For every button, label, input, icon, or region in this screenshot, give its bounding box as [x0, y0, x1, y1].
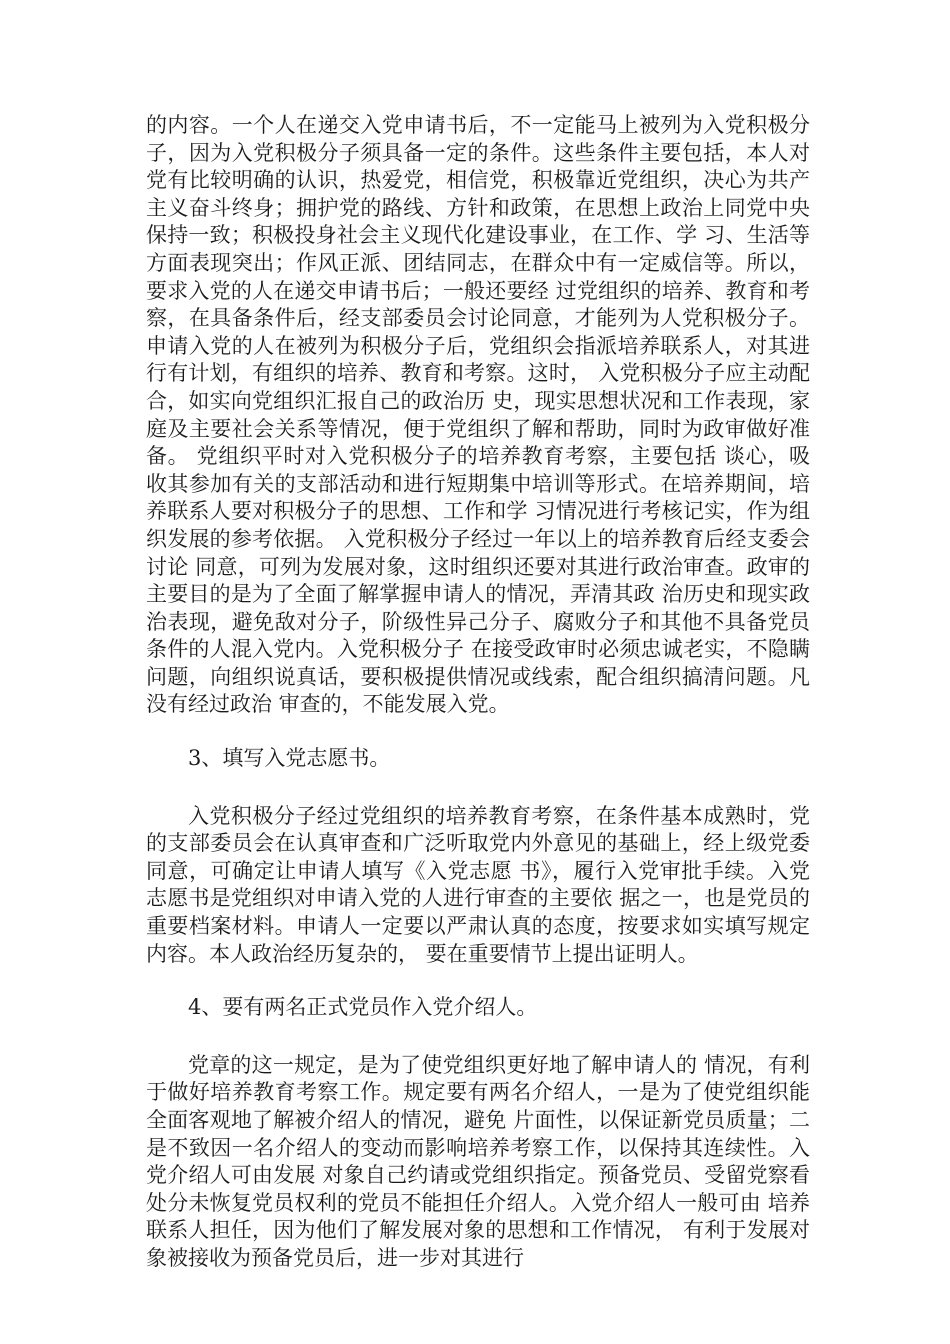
section-heading-4: 4、要有两名正式党员作入党介绍人。	[188, 995, 538, 1020]
paragraph-section-3: 入党积极分子经过党组织的培养教育考察，在条件基本成熟时，党的支部委员会在认真审查和广泛听取党内外意见的基础上，经上级党委同意，可确定让申请人填写《入党志愿 书》，履行入党审批手续。入党志愿书是党组织对申请入党的人进行审查的主要依 据之一，也是党员的重要档案材料。申请人一定要以严肃认真的态度，按要求如实填写规定内容。本人政治经历复杂的， 要在重要情节上提出证明人。	[146, 803, 810, 966]
document-page	[146, 112, 817, 1273]
paragraph-continuation: 的内容。一个人在递交入党申请书后，不一定能马上被列为入党积极分子，因为入党积极分子须具备一定的条件。这些条件主要包括，本人对党有比较明确的认识，热爱党，相信党，积极靠近党组织，决心为共产主义奋斗终身；拥护党的路线、方针和政策，在思想上政治上同党中央保持一致；积极投身社会主义现代化建设事业，在工作、学 习、生活等方面表现突出；作风正派、团结同志，在群众中有一定威信等。所以，要求入党的人在递交申请书后；一般还要经 过党组织的培养、教育和考察，在具备条件后，经支部委员会讨论同意，才能列为人党积极分子。 申请入党的人在被列为积极分子后，党组织会指派培养联系人，对其进行有计划，有组织的培养、教育和考察。这时， 入党积极分子应主动配合，如实向党组织汇报自己的政治历 史，现实思想状况和工作表现，家庭及主要社会关系等情况，便于党组织了解和帮助，同时为政审做好准备。 党组织平时对入党积极分子的培养教育考察，主要包括 谈心，吸收其参加有关的支部活动和进行短期集中培训等形式。在培养期间，培养联系人要对积极分子的思想、工作和学 习情况进行考核记实，作为组织发展的参考依据。 入党积极分子经过一年以上的培养教育后经支委会讨论 同意，可列为发展对象，这时组织还要对其进行政治审查。政审的主要目的是为了全面了解掌握申请人的情况，弄清其政 治历史和现实政治表现，避免敌对分子，阶级性异己分子、腐败分子和其他不具备党员条件的人混入党内。入党积极分子 在接受政审时必须忠诚老实，不隐瞒问题，向组织说真话，要积极提供情况或线索，配合组织搞清问题。凡没有经过政治 审查的，不能发展入党。	[146, 113, 817, 717]
section-heading-3: 3、填写入党志愿书。	[188, 746, 391, 771]
paragraph-section-4: 党章的这一规定，是为了使党组织更好地了解申请人的 情况，有利于做好培养教育考察工作。规定要有两名介绍人，一是为了使党组织能全面客观地了解被介绍人的情况，避免 片面性，以保证新党员质量；二是不致因一名介绍人的变动而影响培养考察工作，以保持其连续性。入党介绍人可由发展 对象自己约请或党组织指定。预备党员、受留党察看处分未恢复党员权利的党员不能担任介绍人。入党介绍人一般可由 培养联系人担任，因为他们了解发展对象的思想和工作情况， 有利于发展对象被接收为预备党员后，进一步对其进行	[146, 1052, 810, 1270]
spacer	[146, 968, 810, 994]
spacer	[146, 773, 810, 803]
spacer	[146, 1022, 810, 1052]
spacer	[146, 719, 810, 745]
